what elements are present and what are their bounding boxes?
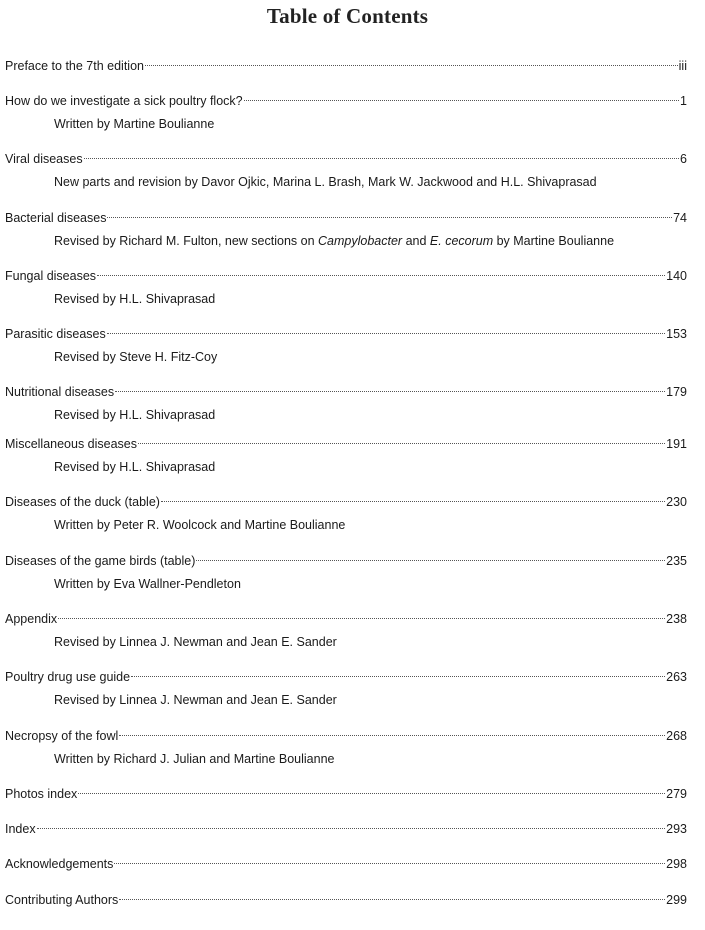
dot-leader	[145, 65, 678, 66]
toc-entry[interactable]	[5, 267, 687, 285]
dot-leader	[97, 275, 665, 276]
toc-entry-author: Written by Eva Wallner-Pendleton	[54, 577, 241, 591]
toc-entry-title: Photos index	[5, 787, 78, 801]
toc-entry-page: 263	[666, 670, 687, 684]
toc-entry[interactable]	[5, 855, 687, 873]
toc-entry-author	[54, 232, 694, 250]
toc-entry-page: 191	[666, 437, 687, 451]
toc-entry-title: Contributing Authors	[5, 893, 119, 907]
dot-leader	[84, 158, 679, 159]
toc-entry-author: Revised by Linnea J. Newman and Jean E. Sander	[54, 693, 337, 707]
dot-leader	[78, 793, 665, 794]
toc-entry-author: Written by Peter R. Woolcock and Martine Boulianne	[54, 518, 346, 532]
toc-entry-author: Revised by H.L. Shivaprasad	[54, 408, 216, 422]
toc-entry-title: Necropsy of the fowl	[5, 729, 119, 743]
toc-entry-page: 235	[666, 554, 687, 568]
toc-entry[interactable]	[5, 325, 687, 343]
dot-leader	[114, 863, 665, 864]
toc-entry[interactable]	[5, 727, 687, 745]
toc-entry-page: 74	[673, 211, 687, 225]
toc-entry[interactable]	[5, 552, 687, 570]
author-text: Revised by Richard M. Fulton, new sections on	[54, 234, 319, 248]
toc-entry-title: Diseases of the duck (table)	[5, 495, 160, 509]
dot-leader	[107, 217, 672, 218]
toc-entry-title: Index	[5, 822, 36, 836]
toc-entry-title: Poultry drug use guide	[5, 670, 131, 684]
toc-entry[interactable]	[5, 820, 687, 838]
dot-leader	[119, 899, 665, 900]
toc-entry-page: 299	[666, 893, 687, 907]
toc-entry-page: 140	[666, 269, 687, 283]
dot-leader	[37, 828, 666, 829]
toc-entry-author: Revised by Steve H. Fitz-Coy	[54, 350, 218, 364]
toc-entry[interactable]	[5, 92, 687, 110]
toc-entry[interactable]	[5, 668, 687, 686]
toc-entry-page: 230	[666, 495, 687, 509]
toc-entry-title: Preface to the 7th edition	[5, 59, 144, 73]
dot-leader	[196, 560, 665, 561]
dot-leader	[58, 618, 665, 619]
toc-entry-title: Diseases of the game birds (table)	[5, 554, 196, 568]
toc-entry-page: 179	[666, 385, 687, 399]
toc-entry-author: Revised by Linnea J. Newman and Jean E. Sander	[54, 635, 337, 649]
toc-entry-page: 298	[666, 857, 687, 871]
toc-entry-title: Nutritional diseases	[5, 385, 115, 399]
dot-leader	[107, 333, 665, 334]
page-title: Table of Contents	[266, 4, 429, 28]
toc-entry-page: 293	[666, 822, 687, 836]
toc-entry[interactable]	[5, 493, 687, 511]
dot-leader	[131, 676, 665, 677]
toc-entry-title: Acknowledgements	[5, 857, 114, 871]
dot-leader	[138, 443, 665, 444]
author-text: and	[402, 234, 430, 248]
toc-entry[interactable]	[5, 785, 687, 803]
toc-entry-title: Viral diseases	[5, 152, 83, 166]
toc-entry-title: Bacterial diseases	[5, 211, 107, 225]
toc-entry[interactable]	[5, 383, 687, 401]
toc-entry-page: 153	[666, 327, 687, 341]
toc-entry-page: 268	[666, 729, 687, 743]
dot-leader	[244, 100, 679, 101]
dot-leader	[115, 391, 665, 392]
toc-entry-page: 238	[666, 612, 687, 626]
toc-entry[interactable]	[5, 57, 687, 75]
toc-entry[interactable]	[5, 435, 687, 453]
toc-entry-title: Miscellaneous diseases	[5, 437, 138, 451]
dot-leader	[161, 501, 665, 502]
toc-entry-title: Appendix	[5, 612, 58, 626]
toc-entry[interactable]	[5, 891, 687, 909]
toc-entry-page: 279	[666, 787, 687, 801]
toc-entry-page: 6	[680, 152, 687, 166]
toc-entry[interactable]	[5, 150, 687, 168]
toc-entry-author: New parts and revision by Davor Ojkic, Marina L. Brash, Mark W. Jackwood and H.L. Shivaprasad	[54, 175, 597, 189]
toc-entry-title: How do we investigate a sick poultry flock?	[5, 94, 243, 108]
toc-entry-author: Written by Martine Boulianne	[54, 117, 215, 131]
toc-entry-author: Revised by H.L. Shivaprasad	[54, 292, 216, 306]
author-italic-text: Campylobacter	[318, 234, 403, 248]
toc-entry[interactable]	[5, 610, 687, 628]
toc-entry[interactable]	[5, 209, 687, 227]
toc-entry-author: Revised by H.L. Shivaprasad	[54, 460, 216, 474]
toc-entry-title: Parasitic diseases	[5, 327, 106, 341]
toc-entry-page: iii	[678, 59, 687, 73]
author-italic-text: E. cecorum	[429, 234, 494, 248]
dot-leader	[119, 735, 665, 736]
toc-entry-page: 1	[680, 94, 687, 108]
toc-entry-author: Written by Richard J. Julian and Martine Boulianne	[54, 752, 335, 766]
author-text: by Martine Boulianne	[493, 234, 615, 248]
toc-entry-title: Fungal diseases	[5, 269, 97, 283]
